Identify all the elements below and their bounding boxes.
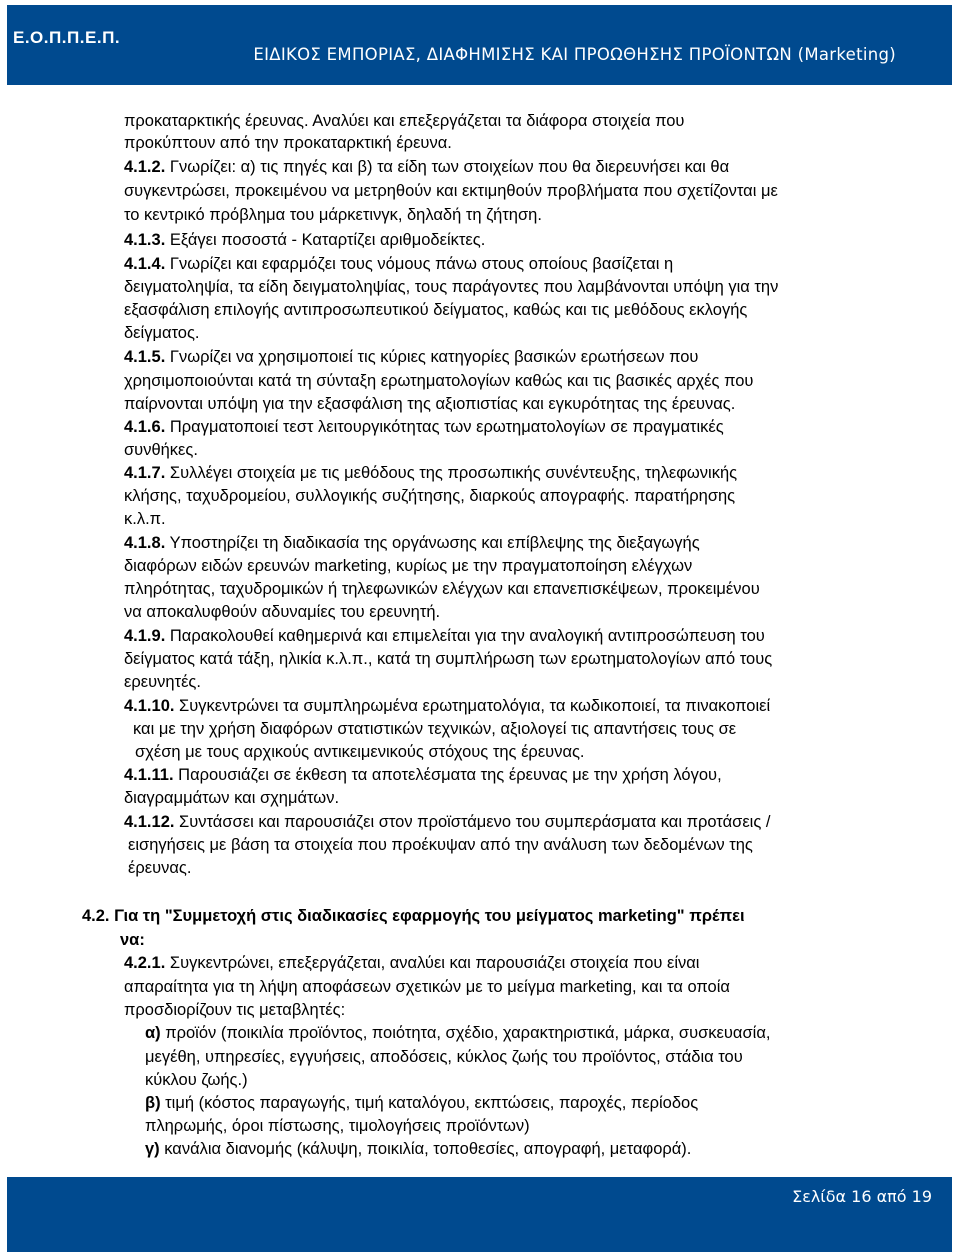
- text-line: ερευνητές.: [124, 673, 201, 691]
- text-line: σχέση με τους αρχικούς αντικειμενικούς στόχους της έρευνας.: [135, 743, 585, 761]
- text-line: εισηγήσεις με βάση τα στοιχεία που προέκυψαν από την ανάλυση των δεδομένων της: [128, 836, 753, 854]
- page-number: Σελίδα 16 από 19: [792, 1187, 932, 1206]
- item-number: 4.1.2.: [124, 158, 166, 176]
- text-line: προκαταρκτικής έρευνας. Αναλύει και επεξεργάζεται τα διάφορα στοιχεία που: [124, 112, 685, 130]
- text-line: διαγραμμάτων και σχημάτων.: [124, 789, 340, 807]
- item-number: 4.1.11.: [124, 766, 174, 784]
- list-label: γ): [145, 1140, 160, 1158]
- variable-price: β) τιμή (κόστος παραγωγής, τιμή καταλόγου, εκπτώσεις, παροχές, περίοδος: [145, 1094, 699, 1112]
- text-line: πληρότητας, ταχυδρομικών ή τηλεφωνικών ελέγχων και επανεπισκέψεων, προκειμένου: [124, 580, 760, 598]
- text-line: απαραίτητα για τη λήψη αποφάσεων σχετικών με το μείγμα marketing, και τα οποία: [124, 978, 730, 996]
- item-4-2-1: 4.2.1. Συγκεντρώνει, επεξεργάζεται, αναλύει και παρουσιάζει στοιχεία που είναι: [124, 954, 700, 972]
- item-4-1-3: 4.1.3. Εξάγει ποσοστά - Καταρτίζει αριθμοδείκτες.: [124, 231, 486, 249]
- text-line: συγκεντρώσει, προκειμένου να μετρηθούν και εκτιμηθούν προβλήματα που σχετίζονται με: [124, 182, 778, 200]
- item-4-1-7: 4.1.7. Συλλέγει στοιχεία με τις μεθόδους της προσωπικής συνέντευξης, τηλεφωνικής: [124, 464, 738, 482]
- text-line: πληρωμής, όροι πίστωσης, τιμολογήσεις προϊόντων): [145, 1117, 530, 1135]
- specialty-title: ΕΙΔΙΚΟΣ ΕΜΠΟΡΙΑΣ, ΔΙΑΦΗΜΙΣΗΣ ΚΑΙ ΠΡΟΩΘΗΣΗΣ ΠΡΟΪΟΝΤΩΝ (Marketing): [253, 45, 896, 64]
- section-heading-4-2: 4.2. Για τη "Συμμετοχή στις διαδικασίες εφαρμογής του μείγματος marketing" πρέπει: [82, 907, 745, 925]
- page-footer: [7, 1177, 952, 1252]
- item-number: 4.1.4.: [124, 255, 166, 273]
- text-line: και με την χρήση διαφόρων στατιστικών τεχνικών, αξιολογεί τις απαντήσεις τους σε: [133, 720, 737, 738]
- item-number: 4.1.5.: [124, 348, 166, 366]
- item-number: 4.2.1.: [124, 954, 166, 972]
- text-line: δειγματοληψία, τα είδη δειγματοληψίας, τους παράγοντες που λαμβάνονται υπόψη για την: [124, 278, 779, 296]
- item-number: 4.1.9.: [124, 627, 166, 645]
- item-number: 4.1.6.: [124, 418, 166, 436]
- text-line: το κεντρικό πρόβλημα του μάρκετινγκ, δηλαδή τη ζήτηση.: [124, 206, 542, 224]
- item-number: 4.1.12.: [124, 813, 175, 831]
- item-4-1-6: 4.1.6. Πραγματοποιεί τεστ λειτουργικότητας των ερωτηματολογίων σε πραγματικές: [124, 418, 724, 436]
- text-line: κύκλου ζωής.): [145, 1071, 248, 1089]
- item-4-1-10: 4.1.10. Συγκεντρώνει τα συμπληρωμένα ερωτηματολόγια, τα κωδικοποιεί, τα πινακοποιεί: [124, 697, 771, 715]
- text-line: μεγέθη, υπηρεσίες, εγγυήσεις, αποδόσεις, κύκλος ζωής του προϊόντος, στάδια του: [145, 1048, 743, 1066]
- text-line: προκύπτουν από την προκαταρκτική έρευνα.: [124, 134, 452, 152]
- variable-product: α) προϊόν (ποικιλία προϊόντος, ποιότητα, σχέδιο, χαρακτηριστικά, μάρκα, συσκευασία,: [145, 1024, 771, 1042]
- text-line: έρευνας.: [128, 859, 192, 877]
- text-line: προσδιορίζουν τις μεταβλητές:: [124, 1001, 346, 1019]
- list-label: β): [145, 1094, 161, 1112]
- item-4-1-2: 4.1.2. Γνωρίζει: α) τις πηγές και β) τα είδη των στοιχείων που θα διερευνήσει και θα: [124, 158, 730, 176]
- text-line: δείγματος κατά τάξη, ηλικία κ.λ.π., κατά τη συμπλήρωση των ερωτηματολογίων από τους: [124, 650, 773, 668]
- text-line: εξασφάλιση επιλογής αντιπροσωπευτικού δείγματος, καθώς και τις μεθόδους εκλογής: [124, 301, 748, 319]
- item-4-1-11: 4.1.11. Παρουσιάζει σε έκθεση τα αποτελέσματα της έρευνας με την χρήση λόγου,: [124, 766, 722, 784]
- text-line: δείγματος.: [124, 324, 200, 342]
- text-line: κλήσης, ταχυδρομείου, συλλογικής συζήτησης, διαρκούς απογραφής. παρατήρησης: [124, 487, 736, 505]
- item-4-1-4: 4.1.4. Γνωρίζει και εφαρμόζει τους νόμους πάνω στους οποίους βασίζεται η: [124, 255, 674, 273]
- list-label: α): [145, 1024, 161, 1042]
- item-4-1-9: 4.1.9. Παρακολουθεί καθημερινά και επιμελείται για την αναλογική αντιπροσώπευση του: [124, 627, 765, 645]
- text-line: κ.λ.π.: [124, 510, 166, 528]
- item-4-1-5: 4.1.5. Γνωρίζει να χρησιμοποιεί τις κύριες κατηγορίες βασικών ερωτήσεων που: [124, 348, 699, 366]
- item-number: 4.1.3.: [124, 231, 166, 249]
- item-number: 4.1.7.: [124, 464, 166, 482]
- text-line: διαφόρων ειδών ερευνών marketing, κυρίως με την πραγματοποίηση ελέγχων: [124, 557, 693, 575]
- item-number: 4.1.10.: [124, 697, 175, 715]
- text-line: χρησιμοποιούνται κατά τη σύνταξη ερωτηματολογίων καθώς και τις βασικές αρχές που: [124, 372, 754, 390]
- item-number: 4.1.8.: [124, 534, 166, 552]
- text-line: να αποκαλυφθούν αδυναμίες του ερευνητή.: [124, 603, 441, 621]
- item-4-1-12: 4.1.12. Συντάσσει και παρουσιάζει στον προϊστάμενο του συμπεράσματα και προτάσεις /: [124, 813, 771, 831]
- text-line: παίρνονται υπόψη για την εξασφάλιση της αξιοπιστίας και εγκυρότητας της έρευνας.: [124, 395, 736, 413]
- section-heading-4-2-cont: να:: [120, 931, 145, 949]
- organization-name: Ε.Ο.Π.Π.Ε.Π.: [13, 28, 121, 47]
- variable-distribution: γ) κανάλια διανομής (κάλυψη, ποικιλία, τοποθεσίες, απογραφή, μεταφορά).: [145, 1140, 692, 1158]
- text-line: συνθήκες.: [124, 441, 198, 459]
- item-4-1-8: 4.1.8. Υποστηρίζει τη διαδικασία της οργάνωσης και επίβλεψης της διεξαγωγής: [124, 534, 700, 552]
